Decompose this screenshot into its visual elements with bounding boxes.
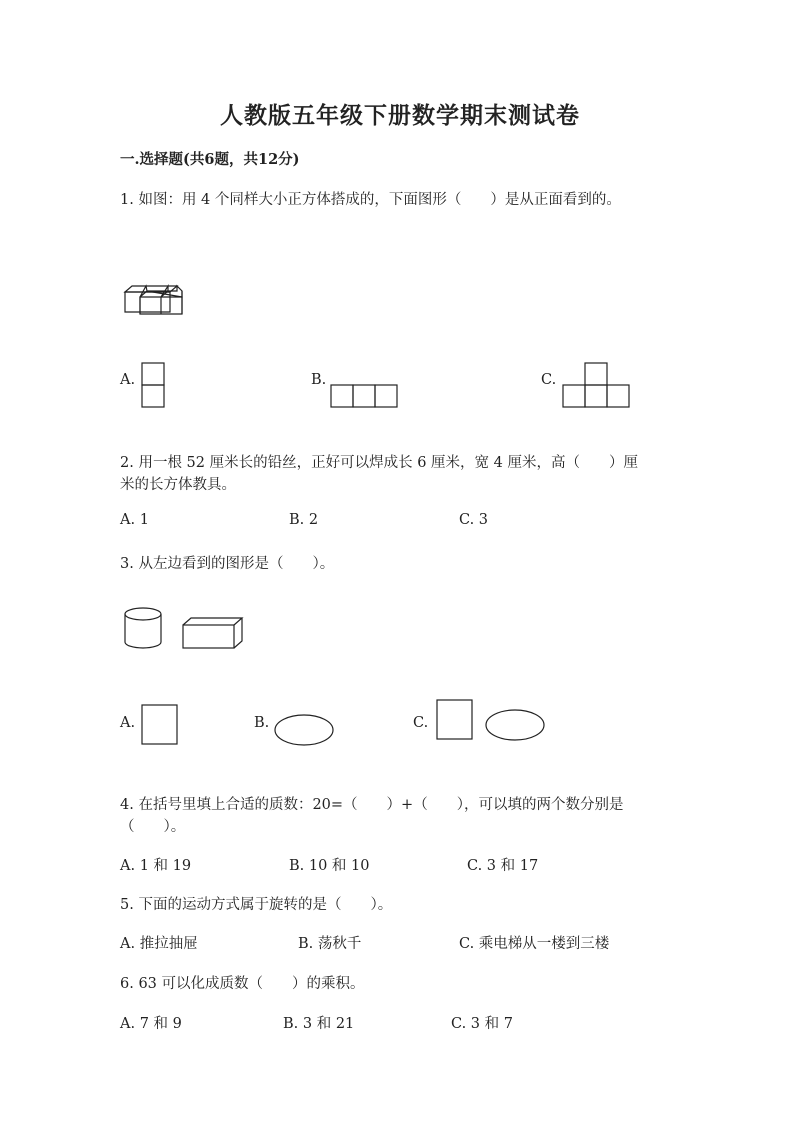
q3-cuboid-figure (182, 617, 244, 649)
question-5-stem: 5. 下面的运动方式属于旋转的是（ ）。 (120, 897, 393, 913)
q2-option-a[interactable]: A. 1 (120, 512, 149, 528)
q5-option-c[interactable]: C. 乘电梯从一楼到三楼 (459, 936, 610, 952)
q5-option-a[interactable]: A. 推拉抽屉 (120, 936, 198, 952)
q3-option-a[interactable]: A. (120, 715, 136, 731)
q1-option-a[interactable]: A. (120, 372, 136, 388)
q1-option-c[interactable]: C. (541, 372, 557, 388)
q6-option-c[interactable]: C. 3 和 7 (451, 1016, 513, 1032)
question-1-stem: 1. 如图：用 4 个同样大小正方体搭成的，下面图形（ ）是从正面看到的。 (120, 192, 621, 208)
page-title: 人教版五年级下册数学期末测试卷 (220, 102, 580, 129)
q3-cylinder-figure (124, 607, 164, 649)
q3-option-c-figure (436, 699, 548, 743)
q1-option-a-figure (141, 362, 165, 408)
q1-option-b[interactable]: B. (311, 372, 327, 388)
q3-option-b-figure (274, 713, 336, 747)
q4-option-c[interactable]: C. 3 和 17 (467, 858, 539, 874)
question-2-stem-line1: 2. 用一根 52 厘米长的铅丝，正好可以焊成长 6 厘米，宽 4 厘米，高（ ）厘 (120, 455, 638, 471)
q3-option-b[interactable]: B. (254, 715, 270, 731)
q4-option-b[interactable]: B. 10 和 10 (289, 858, 370, 874)
q3-option-c[interactable]: C. (413, 715, 429, 731)
question-4-stem-line1: 4. 在括号里填上合适的质数：20=（ ）+（ ），可以填的两个数分别是 (120, 797, 624, 813)
q6-option-a[interactable]: A. 7 和 9 (120, 1016, 182, 1032)
q1-option-c-figure (562, 362, 630, 408)
question-6-stem: 6. 63 可以化成质数（ ）的乘积。 (120, 976, 365, 992)
q2-option-b[interactable]: B. 2 (289, 512, 319, 528)
q2-option-c[interactable]: C. 3 (459, 512, 489, 528)
q1-cube-stack-figure (124, 283, 186, 317)
question-4-stem-line2: （ ）。 (120, 819, 186, 835)
q3-option-a-figure (141, 704, 178, 745)
question-2-stem-line2: 米的长方体教具。 (120, 477, 236, 493)
q4-option-a[interactable]: A. 1 和 19 (120, 858, 192, 874)
q5-option-b[interactable]: B. 荡秋千 (298, 936, 362, 952)
q1-option-b-figure (330, 384, 398, 408)
q6-option-b[interactable]: B. 3 和 21 (283, 1016, 355, 1032)
question-3-stem: 3. 从左边看到的图形是（ ）。 (120, 556, 335, 572)
section-heading: 一.选择题(共6题，共12分) (120, 151, 300, 168)
